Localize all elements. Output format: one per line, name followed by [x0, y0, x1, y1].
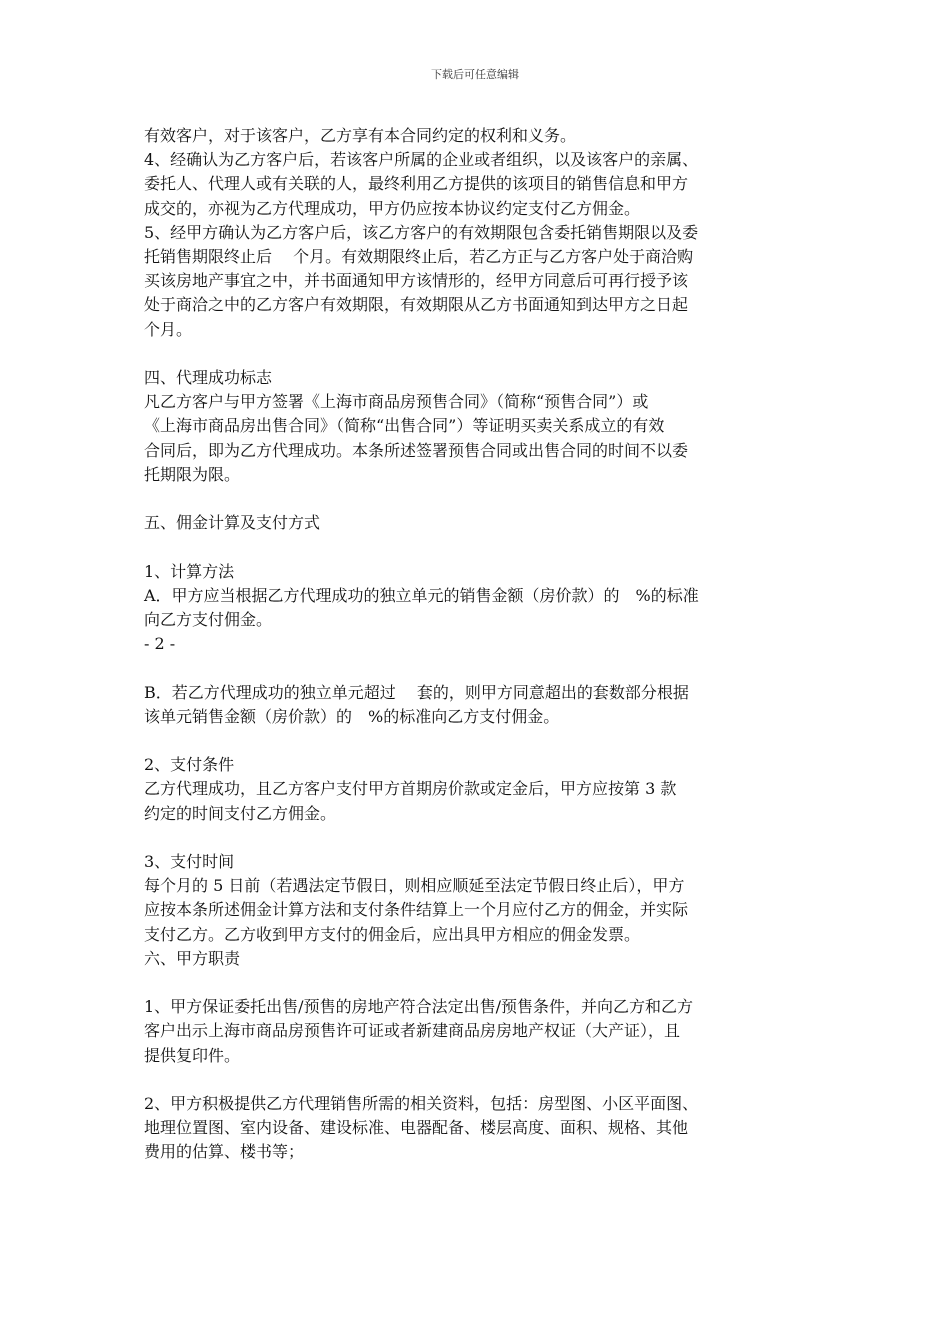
blank-line — [144, 1068, 810, 1092]
document-body — [144, 124, 810, 1165]
text-line: 地理位置图、室内设备、建设标准、电器配备、楼层高度、面积、规格、其他 — [144, 1118, 689, 1138]
text-line: 1、计算方法 — [144, 561, 235, 581]
text-line: 处于商洽之中的乙方客户有效期限，有效期限从乙方书面通知到达甲方之日起 — [144, 295, 689, 315]
text-line: - 2 - — [144, 634, 176, 654]
text-line: 5、经甲方确认为乙方客户后，该乙方客户的有效期限包含委托销售期限以及委 — [144, 222, 699, 242]
text-line: 1、甲方保证委托出售/预售的房地产符合法定出售/预售条件，并向乙方和乙方 — [144, 997, 693, 1017]
page-header: 下载后可任意编辑 — [431, 68, 519, 81]
text-line: 费用的估算、楼书等； — [144, 1142, 305, 1162]
text-line: 买该房地产事宜之中，并书面通知甲方该情形的，经甲方同意后可再行授予该 — [144, 271, 689, 291]
text-line: 客户出示上海市商品房预售许可证或者新建商品房房地产权证（大产证），且 — [144, 1021, 681, 1041]
text-line: 提供复印件。 — [144, 1045, 241, 1065]
text-line: 有效客户，对于该客户，乙方享有本合同约定的权利和义务。 — [144, 126, 577, 145]
text-line: 托期限为限。 — [144, 464, 241, 484]
text-line: A．甲方应当根据乙方代理成功的独立单元的销售金额（房价款）的 %的标准 — [144, 585, 699, 605]
text-line: 支付乙方。乙方收到甲方支付的佣金后，应出具甲方相应的佣金发票。 — [144, 924, 641, 944]
text-line: 《上海市商品房出售合同》（简称“出售合同”）等证明买卖关系成立的有效 — [144, 416, 665, 436]
text-line: 乙方代理成功，且乙方客户支付甲方首期房价款或定金后，甲方应按第 3 款 — [144, 779, 677, 799]
text-line: 委托人、代理人或有关联的人，最终利用乙方提供的该项目的销售信息和甲方 — [144, 174, 689, 194]
text-line: 五、佣金计算及支付方式 — [144, 513, 321, 533]
blank-line — [144, 535, 810, 559]
blank-line — [144, 971, 810, 995]
text-line: 2、甲方积极提供乙方代理销售所需的相关资料，包括：房型图、小区平面图、 — [144, 1094, 699, 1113]
text-line: 合同后，即为乙方代理成功。本条所述签署预售合同或出售合同的时间不以委 — [144, 440, 689, 460]
text-line: 2、支付条件 — [144, 755, 235, 775]
text-line: 四、代理成功标志 — [144, 368, 273, 388]
text-line: 六、甲方职责 — [144, 948, 241, 968]
text-line: 该单元销售金额（房价款）的 %的标准向乙方支付佣金。 — [144, 706, 560, 726]
text-line: 凡乙方客户与甲方签署《上海市商品房预售合同》（简称“预售合同”）或 — [144, 392, 649, 412]
text-line: 约定的时间支付乙方佣金。 — [144, 803, 337, 823]
text-line: 3、支付时间 — [144, 852, 235, 871]
text-line: 个月。 — [144, 319, 193, 339]
text-line: 成交的，亦视为乙方代理成功，甲方仍应按本协议约定支付乙方佣金。 — [144, 198, 641, 218]
blank-line — [144, 342, 810, 366]
blank-line — [144, 487, 810, 511]
blank-line — [144, 729, 810, 753]
text-line: 每个月的 5 日前（若遇法定节假日，则相应顺延至法定节假日终止后），甲方 — [144, 876, 685, 896]
blank-line — [144, 656, 810, 680]
blank-line — [144, 826, 810, 850]
text-line: 应按本条所述佣金计算方法和支付条件结算上一个月应付乙方的佣金，并实际 — [144, 900, 689, 920]
text-line: 4、经确认为乙方客户后，若该客户所属的企业或者组织，以及该客户的亲属、 — [144, 150, 699, 170]
text-line: 托销售期限终止后 个月。有效期限终止后，若乙方正与乙方客户处于商洽购 — [144, 247, 694, 267]
text-line: 向乙方支付佣金。 — [144, 610, 273, 630]
text-line: B．若乙方代理成功的独立单元超过 套的，则甲方同意超出的套数部分根据 — [144, 682, 689, 702]
